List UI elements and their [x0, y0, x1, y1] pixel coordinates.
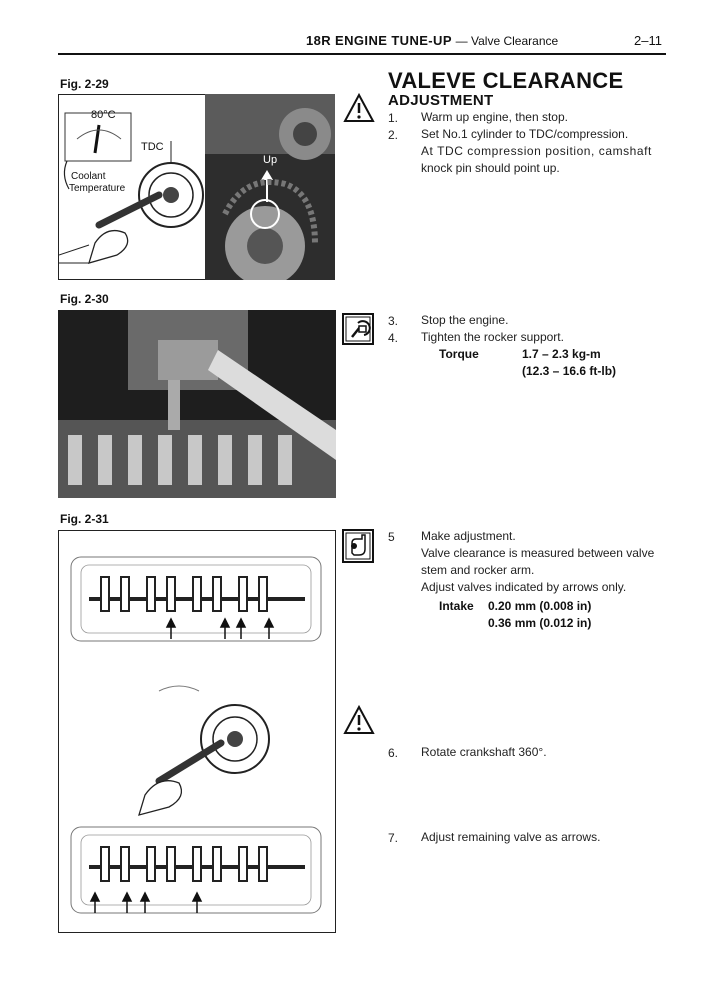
- torque-label: Torque: [439, 347, 479, 361]
- header-rule: [58, 53, 666, 55]
- section-subtitle: ADJUSTMENT: [388, 92, 494, 109]
- exhaust-clearance-value: 0.36 mm (0.012 in): [488, 616, 592, 630]
- up-label: Up: [263, 154, 278, 166]
- header-subtitle: — Valve Clearance: [455, 34, 559, 48]
- torque-value-metric: 1.7 – 2.3 kg-m: [522, 347, 601, 361]
- fig-2-31-label: Fig. 2-31: [60, 512, 109, 526]
- step-5-line-3: stem and rocker arm.: [421, 563, 535, 577]
- page-number: 2–11: [634, 33, 662, 48]
- fig-2-29-drawing: [58, 94, 206, 280]
- torque-value-imperial: (12.3 – 16.6 ft-lb): [522, 364, 617, 378]
- step-5-text: Make adjustment.: [421, 529, 516, 543]
- step-5-line-2: Valve clearance is measured between valve: [421, 546, 655, 560]
- step-1-number: 1.: [388, 111, 399, 125]
- step-1-text: Warm up engine, then stop.: [421, 110, 568, 124]
- header-main-title: 18R ENGINE TUNE-UP: [306, 33, 452, 48]
- intake-label: Intake: [439, 599, 474, 613]
- step-2-line-2: At TDC compression position, camshaft: [421, 144, 652, 158]
- rocker-torque-photo: [58, 310, 336, 498]
- step-3-number: 3.: [388, 314, 399, 328]
- torque-wrench-icon: [342, 313, 374, 345]
- step-3-text: Stop the engine.: [421, 313, 509, 327]
- step-6-number: 6.: [388, 746, 399, 760]
- step-4-text: Tighten the rocker support.: [421, 330, 564, 344]
- temperature-label: 80°C: [91, 109, 116, 121]
- step-6-text: Rotate crankshaft 360°.: [421, 745, 547, 759]
- step-2-number: 2.: [388, 128, 399, 142]
- step-2-text: Set No.1 cylinder to TDC/compression.: [421, 127, 629, 141]
- header-title: [306, 33, 558, 48]
- step-7-number: 7.: [388, 831, 399, 845]
- step-5-line-4: Adjust valves indicated by arrows only.: [421, 580, 627, 594]
- intake-clearance-value: 0.20 mm (0.008 in): [488, 599, 592, 613]
- step-5-number: 5: [388, 530, 395, 544]
- step-7-text: Adjust remaining valve as arrows.: [421, 830, 601, 844]
- fig-2-31-drawing: [58, 530, 336, 933]
- warning-triangle-icon: [343, 705, 375, 735]
- fig-2-30-photo: [58, 310, 336, 498]
- fig-2-30-label: Fig. 2-30: [60, 292, 109, 306]
- fig-2-29-label: Fig. 2-29: [60, 77, 109, 91]
- section-title: VALEVE CLEARANCE: [388, 68, 624, 93]
- valve-layout-diagram: [59, 531, 335, 932]
- coolant-label: Coolant: [71, 171, 106, 182]
- step-4-number: 4.: [388, 331, 399, 345]
- tdc-label: TDC: [141, 141, 164, 153]
- fig-2-29-photo: [205, 94, 335, 280]
- timing-chain-photo: [205, 94, 335, 280]
- adjust-hand-icon: [342, 529, 374, 563]
- warning-triangle-icon: [343, 93, 375, 123]
- temperature-word: Temperature: [69, 183, 126, 194]
- step-2-line-3: knock pin should point up.: [421, 161, 560, 175]
